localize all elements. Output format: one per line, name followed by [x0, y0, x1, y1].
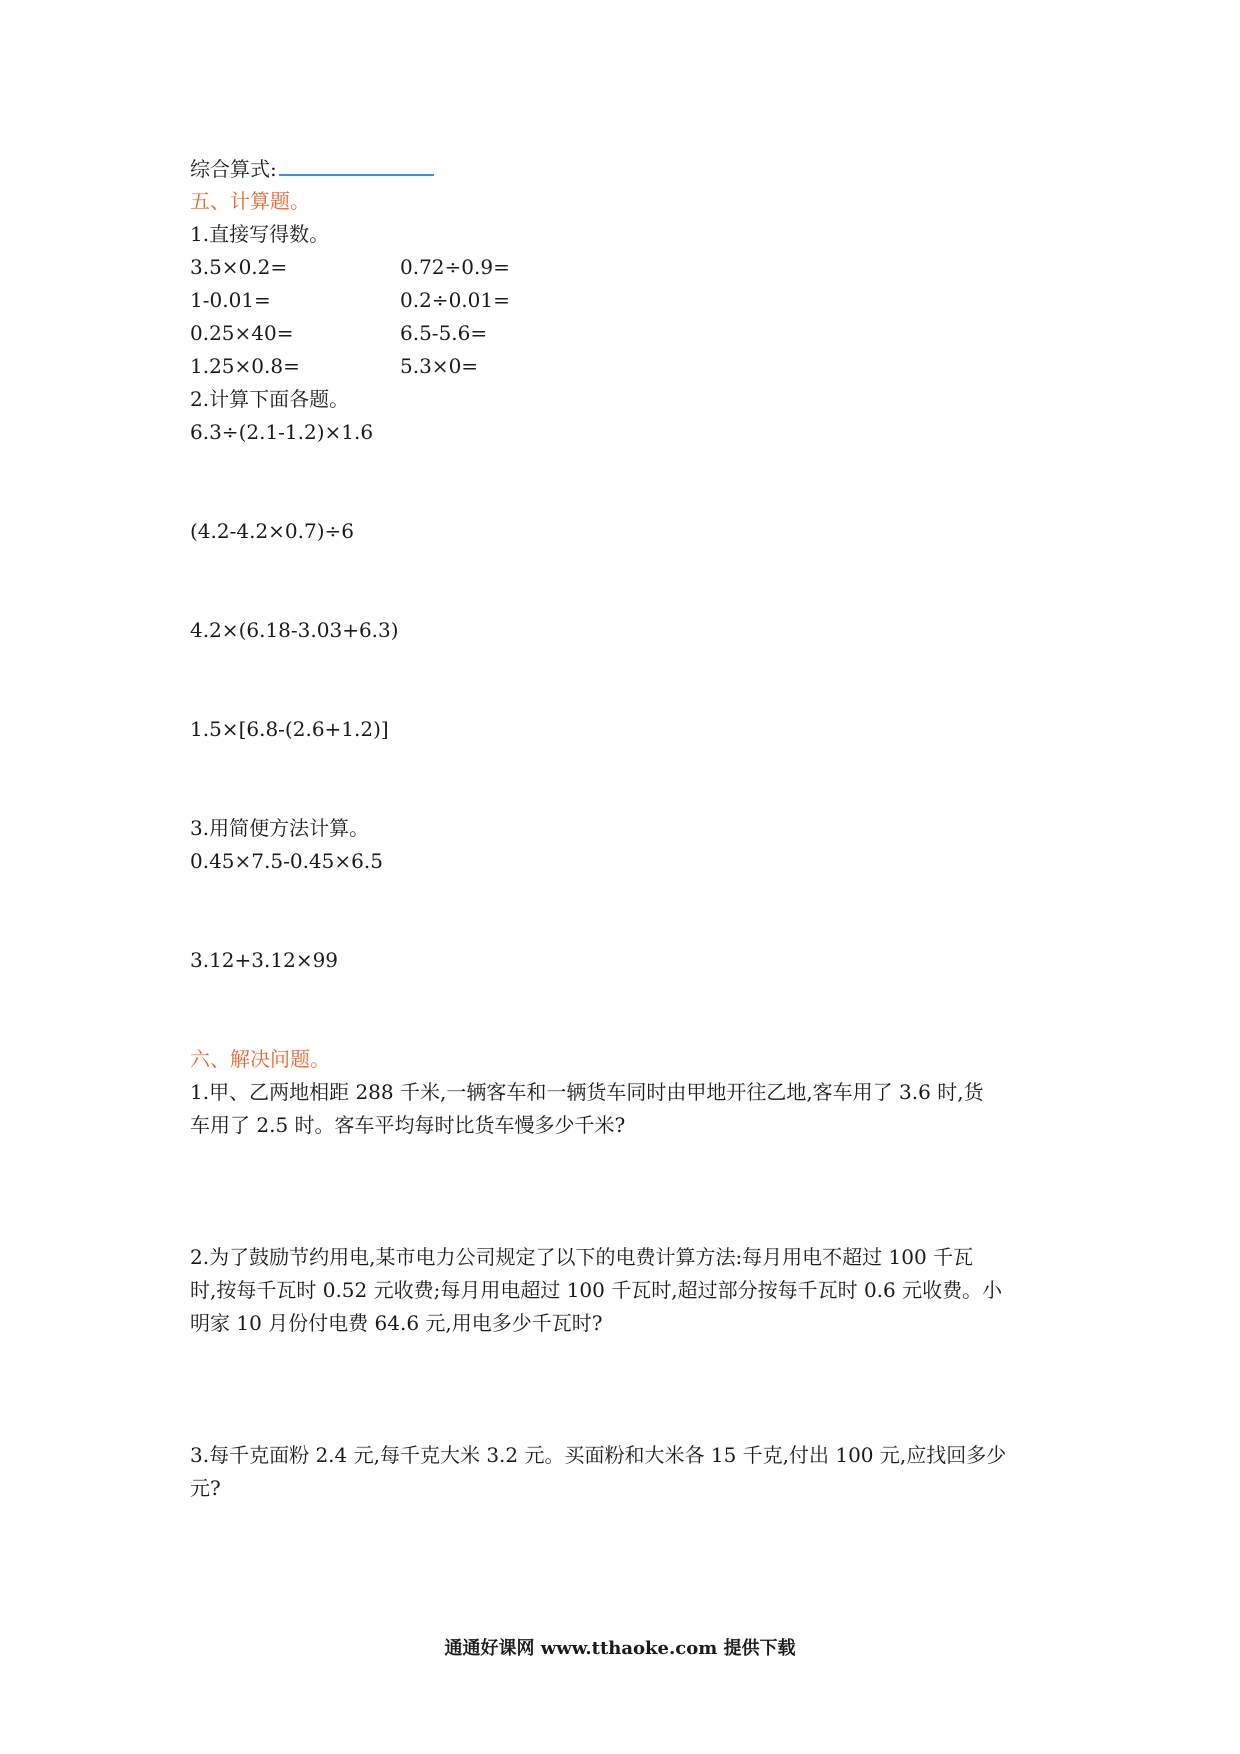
- q1-item: 0.25×40=: [190, 321, 294, 345]
- problem-line: 2.为了鼓励节约用电,某市电力公司规定了以下的电费计算方法:每月用电不超过 100 千瓦: [190, 1245, 974, 1269]
- word-problem-1: [190, 1076, 1070, 1142]
- q2-item: 6.3÷(2.1-1.2)×1.6: [190, 420, 374, 444]
- problem-line: 1.甲、乙两地相距 288 千米,一辆客车和一辆货车同时由甲地开往乙地,客车用了 3.6 时,货: [190, 1080, 984, 1104]
- word-problem-3: [190, 1439, 1070, 1505]
- q1-item: 6.5-5.6=: [400, 321, 488, 345]
- answer-blank[interactable]: [279, 152, 434, 176]
- q1-item: 5.3×0=: [400, 354, 479, 378]
- q1-item: 3.5×0.2=: [190, 255, 288, 279]
- q3-item: 3.12+3.12×99: [190, 948, 339, 972]
- word-problem-2: [190, 1241, 1070, 1340]
- q2-item: 4.2×(6.18-3.03+6.3): [190, 618, 399, 642]
- problem-line: 3.每千克面粉 2.4 元,每千克大米 3.2 元。买面粉和大米各 15 千克,付出 100 元,应找回多少: [190, 1443, 1007, 1467]
- q1-item: 1.25×0.8=: [190, 354, 300, 378]
- problem-line: 时,按每千瓦时 0.52 元收费;每月用电超过 100 千瓦时,超过部分按每千瓦时 0.6 元收费。小: [190, 1278, 1003, 1302]
- problem-line: 明家 10 月份付电费 64.6 元,用电多少千瓦时?: [190, 1311, 603, 1335]
- combined-formula-label: 综合算式:: [190, 157, 277, 181]
- q2-item: 1.5×[6.8-(2.6+1.2)]: [190, 717, 389, 741]
- q2-item: (4.2-4.2×0.7)÷6: [190, 519, 355, 543]
- q1-item: 0.2÷0.01=: [400, 288, 510, 312]
- q1-item: 0.72÷0.9=: [400, 255, 510, 279]
- q1-title: 1.直接写得数。: [190, 222, 330, 246]
- problem-line: 元?: [190, 1476, 221, 1500]
- q1-item: 1-0.01=: [190, 288, 271, 312]
- footer-credit: 通通好课网 www.tthaoke.com 提供下载: [444, 1638, 796, 1659]
- problem-line: 车用了 2.5 时。客车平均每时比货车慢多少千米?: [190, 1113, 626, 1137]
- q2-title: 2.计算下面各题。: [190, 387, 350, 411]
- q3-item: 0.45×7.5-0.45×6.5: [190, 849, 383, 873]
- q3-title: 3.用简便方法计算。: [190, 816, 370, 840]
- section6-title: 六、解决问题。: [190, 1047, 330, 1071]
- combined-formula-line: [190, 152, 434, 186]
- section5-title: 五、计算题。: [190, 189, 310, 213]
